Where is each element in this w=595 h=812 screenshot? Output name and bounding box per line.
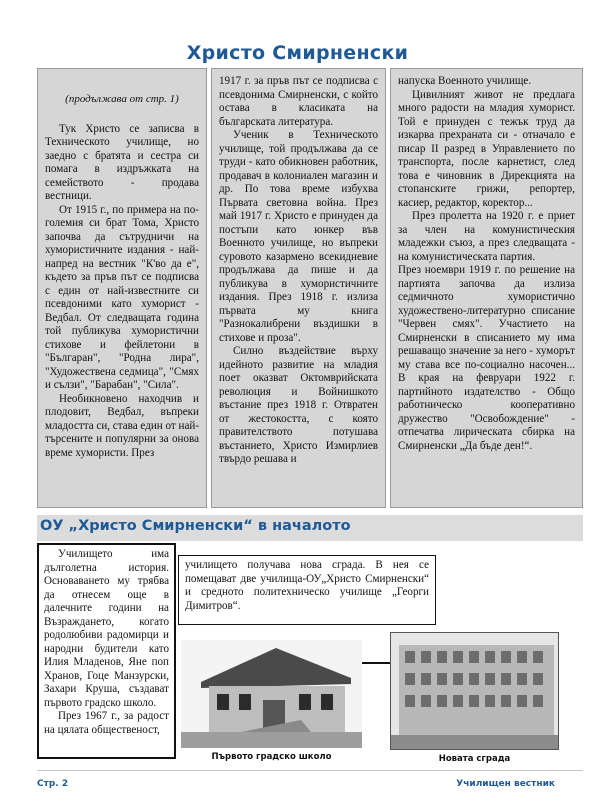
new-building-text-box: училището получава нова сграда. В нея се помещават две училища-ОУ„Христо Смирненски“ и средното политехническо училище „Георги Димитров“. bbox=[178, 555, 436, 625]
page-title: Христо Смирненски bbox=[186, 42, 409, 64]
continued-note: (продължава от стр. 1) bbox=[65, 93, 179, 105]
article-column-1 bbox=[37, 68, 207, 508]
paragraph: Тук Христо се записва в Техническото училище, но заедно с братята и сестра си помага в издръжката на семейството - продава вестници. bbox=[45, 122, 199, 202]
paragraph: През ноември 1919 г. по решение на партията започва да излиза седмичното хумористично художествено-литературно списание "Червен смях". Участието на Смирненски в списанието му има решаващо значение за него - хуморът му става все по-социално насочен... В края на февруари 1922 г. партийното издателство - Общо работническо кооперативно дружество "Освобождение" - отпечатва лирическата сбирка на Смирненски „Да бъде ден!“. bbox=[398, 264, 575, 452]
photo-caption-new-building: Новата сграда bbox=[438, 754, 511, 764]
history-text-box bbox=[37, 543, 176, 759]
article-column-2 bbox=[211, 68, 386, 508]
new-building-photo bbox=[390, 632, 559, 750]
paragraph: Училището има дълголетна история. Основаването му трябва да отнесем още в далечните години на Възраждането, когато родолюбиви радомирци и народни будители като Илия Младенов, Яне поп Хранов, Гоце Манзурски, Захари Круша, създават първото градско школо. bbox=[44, 548, 169, 709]
old-school-photo bbox=[181, 640, 362, 748]
new-building-illustration bbox=[391, 633, 559, 750]
publication-name: Училищен вестник bbox=[456, 779, 555, 789]
page-number: Стр. 2 bbox=[37, 779, 69, 789]
photo-connector-line bbox=[362, 662, 390, 664]
paragraph: 1917 г. за пръв път се подписва с псевдонима Смирненски, с който остава в класиката на българската литература. bbox=[219, 75, 378, 128]
paragraph: Цивилният живот не предлага много радости на младия хуморист. Той е принуден с тежък труд да изкарва прехраната си - отначало е писар II разред в Управлението по транспорта, после карнетист, след това е чиновник в Дирекцията на стопанските грижи, репортер, касиер, редактор, коректор... bbox=[398, 88, 575, 209]
footer-divider bbox=[37, 770, 583, 771]
section-subtitle: ОУ „Христо Смирненски“ в началото bbox=[40, 518, 351, 534]
article-column-3 bbox=[390, 68, 583, 508]
paragraph: Необикновено находчив и плодовит, Ведбал, въпреки младостта си, става един от най-търсените и популярни за онова време хумористи. През bbox=[45, 392, 200, 459]
photo-caption-old-school: Първото градско школо bbox=[211, 752, 332, 762]
paragraph: През пролетта на 1920 г. е приет за член на комунистическия младежки съюз, а през следващата - на комунистическата партия. bbox=[398, 210, 575, 263]
paragraph: напуска Военното училище. bbox=[398, 75, 532, 87]
paragraph: Ученик в Техническото училище, той продължава да се труди - като обикновен работник, продавач в колониален магазин и др. По това време избухва Първата световна война. През май 1917 г. Христо е принуден да постъпи като юнкер във Военното училище, но въпреки суровото казармено всекидневие продължава да пише и да публикува в хумористичните издания. През 1918 г. излиза първата му книга "Разнокалибрени въздишки в стихове и проза". bbox=[219, 129, 378, 344]
old-school-illustration bbox=[181, 640, 362, 748]
paragraph: През 1967 г., за радост на цялата общественост, bbox=[44, 710, 169, 736]
paragraph: Силно въздействие върху идейното развитие на младия поет оказват Октомврийската революция и Войнишкото въстание през 1918 г. Отвратен от жестокостта, с която правителството потушава въстанието, Христо Измирлиев твърдо решава и bbox=[219, 345, 378, 465]
paragraph: От 1915 г., по примера на по-големия си брат Тома, Христо започва да сътрудничи на хумористичните издания - най-напред на вестник "К'во да е", където за пръв път се подписва с един от най-известните си псевдоними като хуморист - Ведбал. От следващата година той публикува хумористични стихове и фейлетони в "Българан", "Родна лира", "Художествена седмица", "Смях и сълзи", "Барабан", "Сила". bbox=[45, 203, 199, 391]
